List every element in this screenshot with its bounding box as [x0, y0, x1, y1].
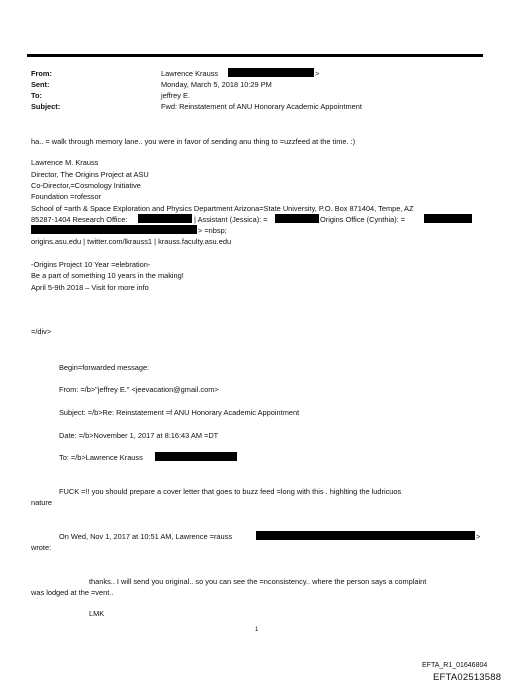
header-rule [27, 54, 483, 57]
fwd-from: From: =/b>"jeffrey E." <jeevacation@gmail.com> [59, 385, 219, 394]
redaction-contact-line [31, 225, 197, 234]
fwd-subject: Subject: =/b>Re: Reinstatement =f ANU Honorary Academic Appointment [59, 408, 300, 417]
sig-title-1: Director, The Origins Project at ASU [31, 170, 149, 179]
fwd-wed-suffix: > [476, 532, 481, 541]
redaction-to-email [155, 452, 237, 461]
fwd-lmk: LMK [89, 609, 105, 618]
page-number: 1 [255, 627, 259, 633]
sig-addr-c: Origins Office (Cynthia): = [320, 215, 406, 224]
to-label: To: [31, 91, 42, 100]
subject-value: Fwd: Reinstatement of ANU Honorary Academic Appointment [161, 102, 362, 111]
fwd-body-line-2: nature [31, 498, 52, 507]
fwd-thanks-line-1: thanks.. I will send you original.. so you can see the =nconsistency.. where the person says a complaint [89, 577, 427, 586]
fwd-body-line-1: FUCK =!! you should prepare a cover letter that goes to buzz feed =long with this . highlting the ludricuos [59, 487, 402, 496]
sig-name: Lawrence M. Krauss [31, 158, 99, 167]
fwd-to: To: =/b>Lawrence Krauss [59, 453, 143, 462]
efta-code-2: EFTA02513588 [433, 672, 502, 683]
sig-nbsp: > =nbsp; [198, 226, 227, 235]
from-value: Lawrence Krauss [161, 69, 219, 78]
sig-addr-a: 85287-1404 Research Office: [31, 215, 128, 224]
fwd-wed-line: On Wed, Nov 1, 2017 at 10:51 AM, Lawrence =rauss [59, 532, 233, 541]
from-suffix: > [315, 69, 320, 78]
fwd-begin: Begin=forwarded message: [59, 363, 150, 372]
sig-school: School of =arth & Space Exploration and Physics Department Arizona=State University, P.O. Box 871404, Tempe, AZ [31, 204, 414, 213]
redaction-assistant [275, 214, 319, 223]
div-close: =/div> [31, 327, 52, 336]
redaction-from-email [228, 68, 314, 77]
sig-title-3: Foundation =rofessor [31, 192, 102, 201]
promo-line-3: April 5-9th 2018 – Visit for more info [31, 283, 149, 292]
sig-links: origins.asu.edu | twitter.com/lkrauss1 | krauss.faculty.asu.edu [31, 237, 232, 246]
sent-label: Sent: [31, 80, 50, 89]
sig-title-2: Co-Director,=Cosmology Initiative [31, 181, 141, 190]
sig-addr-b: | Assistant (Jessica): = [194, 215, 268, 224]
to-value: jeffrey E. [161, 91, 191, 100]
redaction-origins-office [424, 214, 472, 223]
redaction-wed-email [256, 531, 475, 540]
fwd-thanks-line-2: was lodged at the =vent.. [31, 588, 114, 597]
redaction-research-office [138, 214, 192, 223]
promo-line-1: -Origins Project 10 Year =elebration- [31, 260, 151, 269]
from-label: From: [31, 69, 52, 78]
fwd-wrote: wrote: [31, 543, 52, 552]
subject-label: Subject: [31, 102, 61, 111]
sent-value: Monday, March 5, 2018 10:29 PM [161, 80, 272, 89]
promo-line-2: Be a part of something 10 years in the making! [31, 271, 184, 280]
efta-code-1: EFTA_R1_01646804 [422, 662, 488, 669]
fwd-date: Date: =/b>November 1, 2017 at 8:16:43 AM =DT [59, 431, 219, 440]
intro-line: ha.. = walk through memory lane.. you were in favor of sending anu thing to =uzzfeed at the time. :) [31, 137, 356, 146]
